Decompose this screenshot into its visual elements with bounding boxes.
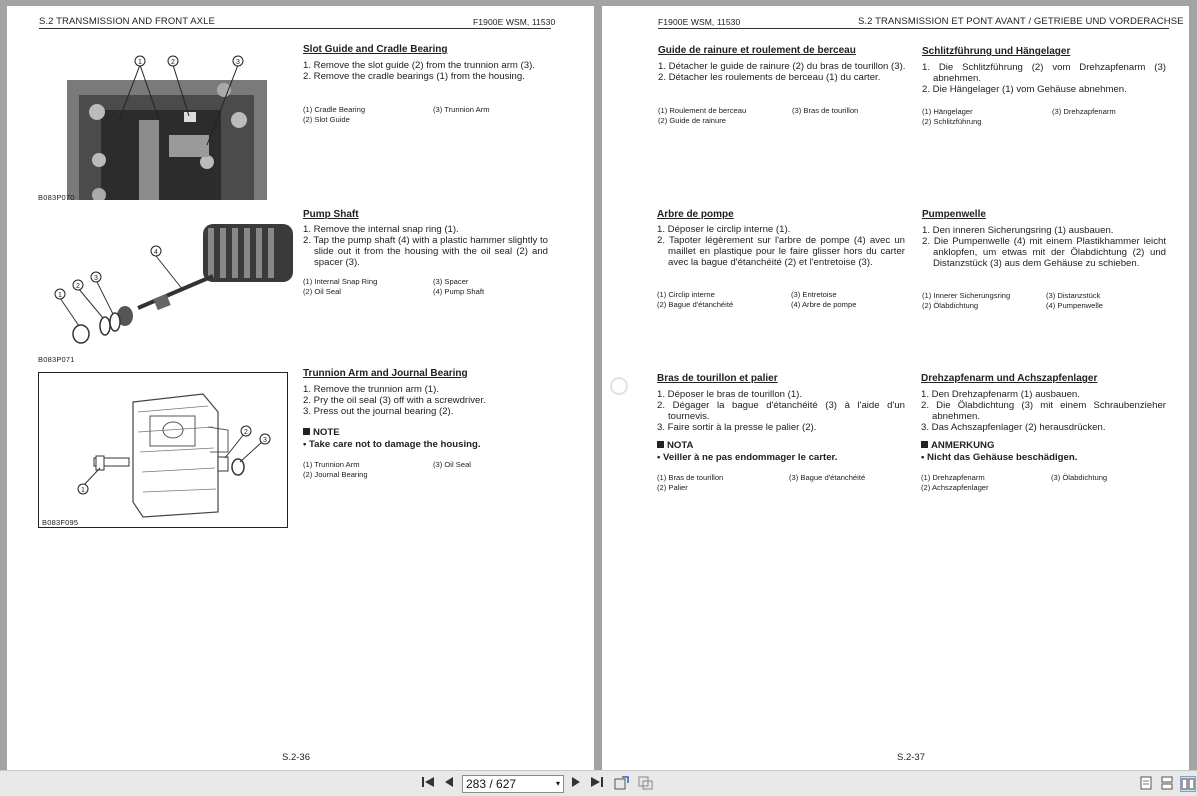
continuous-view-icon — [1161, 776, 1173, 790]
legend-item: (3) Distanzstück — [1046, 291, 1101, 300]
legend-item: (3) Oil Seal — [433, 460, 471, 469]
step: 2. Die Hängelager (1) vom Gehäuse abnehmen. — [922, 84, 1127, 95]
note-text: • Veiller à ne pas endommager le carter. — [657, 452, 838, 463]
section-title-slot-guide: Slot Guide and Cradle Bearing — [303, 44, 448, 55]
note-square-icon — [921, 441, 928, 448]
step: 1. Den inneren Sicherungsring (1) ausbauen. — [922, 225, 1114, 236]
last-page-icon — [590, 776, 604, 788]
step: 1. Die Schlitzführung (2) vom Drehzapfenarm (3) abnehmen. — [922, 62, 1166, 84]
steps-trunnion-arm — [303, 384, 548, 417]
navigation-toolbar — [0, 770, 1197, 796]
prev-page-icon — [444, 776, 454, 788]
step: 1. Remove the slot guide (2) from the trunnion arm (3). — [303, 60, 535, 71]
steps-de-3 — [921, 389, 1166, 433]
legend-item: (2) Bague d'étanchéité — [657, 300, 734, 309]
callout-1: 1 — [81, 487, 85, 494]
figure-caption: B083P071 — [38, 355, 75, 364]
step: 1. Déposer le circlip interne (1). — [657, 224, 791, 235]
figure-slot-guide-photo — [39, 50, 289, 210]
callout-1: 1 — [138, 59, 142, 66]
header-rule — [658, 28, 1169, 29]
note-square-icon — [657, 441, 664, 448]
step: 2. Remove the cradle bearings (1) from the housing. — [303, 71, 525, 82]
fit-page-icon — [614, 776, 629, 790]
callout-4: 4 — [154, 249, 158, 256]
legend-item — [1052, 117, 1172, 127]
steps-de-2 — [922, 225, 1166, 269]
steps-fr-1 — [658, 61, 906, 83]
page-header-model: F1900E WSM, 11530 — [658, 17, 741, 27]
page-number: S.2-36 — [282, 752, 310, 763]
left-page — [7, 6, 594, 770]
legend-item: (3) Spacer — [433, 277, 469, 286]
legend-item — [792, 116, 912, 126]
fit-page-button[interactable] — [613, 776, 629, 792]
right-page — [602, 6, 1189, 770]
callout-1: 1 — [58, 292, 62, 299]
legend-item: (4) Arbre de pompe — [791, 300, 857, 309]
figure-trunnion-arm-drawing — [38, 372, 289, 529]
legend-de-3 — [921, 473, 1171, 493]
scan-hole-mark — [610, 377, 628, 395]
legend-item: (2) Schlitzführung — [922, 117, 982, 126]
legend-fr-2 — [657, 290, 911, 310]
section-title-trunnion-arm: Trunnion Arm and Journal Bearing — [303, 368, 468, 379]
legend-item: (3) Drehzapfenarm — [1052, 107, 1116, 116]
legend-de-2 — [922, 291, 1166, 311]
step: 2. Dégager la bague d'étanchéité (3) à l'aide d'un tournevis. — [657, 400, 905, 422]
figure-caption: B083P070 — [38, 193, 75, 202]
page-number-input[interactable] — [462, 775, 564, 793]
legend-de-1 — [922, 107, 1172, 127]
legend-item: (3) Bague d'étanchéité — [789, 473, 866, 482]
legend-item: (1) Roulement de berceau — [658, 106, 747, 115]
step: 3. Das Achszapfenlager (2) herausdrücken. — [921, 422, 1106, 433]
single-page-view-icon — [1140, 776, 1152, 790]
last-page-button[interactable] — [589, 776, 605, 792]
first-page-button[interactable] — [420, 776, 436, 792]
legend-item: (1) Trunnion Arm — [303, 460, 360, 469]
step: 1. Den Drehzapfenarm (1) ausbauen. — [921, 389, 1080, 400]
legend-item — [433, 115, 553, 125]
step: 3. Press out the journal bearing (2). — [303, 406, 454, 417]
legend-item: (1) Internal Snap Ring — [303, 277, 378, 286]
fit-width-icon — [638, 776, 653, 790]
legend-trunnion-arm — [303, 460, 553, 480]
page-header-title: S.2 TRANSMISSION ET PONT AVANT / GETRIEBE UND VORDERACHSE — [858, 16, 1184, 27]
note-heading: NOTE — [303, 427, 340, 438]
page-number: S.2-37 — [897, 752, 925, 763]
section-title-de-1: Schlitzführung und Hängelager — [922, 46, 1071, 57]
steps-pump-shaft — [303, 224, 548, 268]
step: 2. Die Pumpenwelle (4) mit einem Plastikhammer leicht anklopfen, um etwas mit der Ölabdichtung (2) und Distanzstück (3) aus dem Gehäuse zu schieben. — [922, 236, 1166, 269]
legend-item: (4) Pumpenwelle — [1046, 301, 1103, 310]
step: 3. Faire sortir à la presse le palier (2). — [657, 422, 817, 433]
steps-fr-2 — [657, 224, 905, 268]
step: 2. Tapoter légèrement sur l'arbre de pompe (4) avec un maillet en plastique pour le faire glisser hors du carter avec la bague d'étanchéité (2) et l'entretoise (3). — [657, 235, 905, 268]
legend-item: (3) Trunnion Arm — [433, 105, 490, 114]
legend-item: (1) Cradle Bearing — [303, 105, 366, 114]
section-title-fr-3: Bras de tourillon et palier — [657, 373, 778, 384]
figure-pump-shaft-diagram — [43, 216, 293, 346]
legend-item: (1) Hängelager — [922, 107, 973, 116]
fit-width-button[interactable] — [637, 776, 653, 792]
legend-slot-guide — [303, 105, 553, 125]
step: 1. Remove the internal snap ring (1). — [303, 224, 459, 235]
legend-item: (3) Ölabdichtung — [1051, 473, 1108, 482]
legend-item: (3) Entretoise — [791, 290, 837, 299]
section-title-fr-1: Guide de rainure et roulement de berceau — [658, 45, 856, 56]
step: 1. Remove the trunnion arm (1). — [303, 384, 439, 395]
note-text: • Take care not to damage the housing. — [303, 439, 481, 450]
legend-item: (2) Journal Bearing — [303, 470, 368, 479]
callout-2: 2 — [244, 429, 248, 436]
figure-caption: B083F095 — [42, 518, 79, 527]
legend-pump-shaft — [303, 277, 553, 297]
legend-item — [789, 483, 909, 493]
step: 2. Tap the pump shaft (4) with a plastic hammer slightly to slide out it from the housing with the oil seal (2) and spacer (3). — [303, 235, 548, 268]
next-page-button[interactable] — [569, 776, 583, 792]
section-title-pump-shaft: Pump Shaft — [303, 209, 359, 220]
legend-fr-3 — [657, 473, 909, 493]
steps-slot-guide — [303, 60, 548, 82]
step: 2. Pry the oil seal (3) off with a screwdriver. — [303, 395, 486, 406]
legend-item: (2) Ölabdichtung — [922, 301, 979, 310]
legend-item: (2) Oil Seal — [303, 287, 341, 296]
callout-3: 3 — [94, 275, 98, 282]
steps-de-1 — [922, 62, 1166, 95]
callout-3: 3 — [263, 437, 267, 444]
legend-item: (1) Drehzapfenarm — [921, 473, 985, 482]
legend-item: (2) Slot Guide — [303, 115, 350, 124]
first-page-icon — [421, 776, 435, 788]
callout-3: 3 — [236, 59, 240, 66]
two-page-view-button[interactable] — [1180, 776, 1196, 792]
callout-2: 2 — [76, 283, 80, 290]
step: 1. Déposer le bras de tourillon (1). — [657, 389, 803, 400]
single-page-view-button[interactable] — [1139, 776, 1153, 792]
page-header-title: S.2 TRANSMISSION AND FRONT AXLE — [39, 16, 215, 27]
legend-item: (2) Palier — [657, 483, 688, 492]
legend-item: (3) Bras de tourillon — [792, 106, 859, 115]
page-header-model: F1900E WSM, 11530 — [473, 17, 556, 27]
continuous-view-button[interactable] — [1160, 776, 1174, 792]
section-title-fr-2: Arbre de pompe — [657, 209, 734, 220]
two-page-view-icon — [1181, 777, 1195, 791]
prev-page-button[interactable] — [442, 776, 456, 792]
legend-item: (2) Guide de rainure — [658, 116, 726, 125]
legend-item — [1051, 483, 1171, 493]
callout-2: 2 — [171, 59, 175, 66]
note-text: • Nicht das Gehäuse beschädigen. — [921, 452, 1078, 463]
legend-item — [433, 470, 553, 480]
legend-item: (1) Bras de tourillon — [657, 473, 724, 482]
note-square-icon — [303, 428, 310, 435]
legend-item: (1) Circlip interne — [657, 290, 715, 299]
next-page-icon — [571, 776, 581, 788]
legend-fr-1 — [658, 106, 912, 126]
step: 1. Détacher le guide de rainure (2) du bras de tourillon (3). — [658, 61, 906, 72]
page-indicator-text: 283 / 627 — [466, 777, 517, 791]
legend-item: (1) Innerer Sicherungsring — [922, 291, 1011, 300]
header-rule — [39, 28, 551, 29]
section-title-de-3: Drehzapfenarm und Achszapfenlager — [921, 373, 1098, 384]
legend-item: (4) Pump Shaft — [433, 287, 485, 296]
step: 2. Détacher les roulements de berceau (1) du carter. — [658, 72, 881, 83]
note-heading: ANMERKUNG — [921, 440, 994, 451]
step: 2. Die Ölabdichtung (3) mit einem Schraubenzieher abnehmen. — [921, 400, 1166, 422]
steps-fr-3 — [657, 389, 905, 433]
legend-item: (2) Achszapfenlager — [921, 483, 989, 492]
section-title-de-2: Pumpenwelle — [922, 209, 986, 220]
chevron-down-icon[interactable]: ▾ — [555, 779, 560, 788]
note-heading: NOTA — [657, 440, 693, 451]
